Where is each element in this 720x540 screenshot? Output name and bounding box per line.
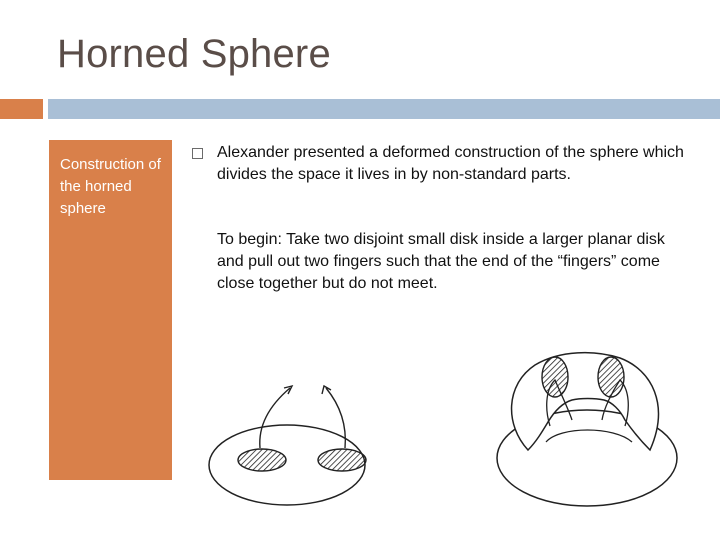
accent-bar-blue (48, 99, 720, 119)
side-panel (49, 140, 172, 480)
small-disk-left (238, 449, 286, 471)
left-diagram (209, 386, 366, 505)
finger-tip-right (598, 357, 624, 397)
horned-sphere-figure (200, 330, 680, 520)
small-disk-right (318, 449, 366, 471)
paragraph-intro: Alexander presented a deformed construction of the sphere which divides the space it lives in by non-standard parts. (217, 144, 684, 183)
right-diagram (497, 353, 677, 506)
paragraph-construction: To begin: Take two disjoint small disk inside a larger planar disk and pull out two fingers such that the end of the “fingers” come close together but do not meet. (217, 231, 665, 292)
accent-bar-orange (0, 99, 43, 119)
finger-tip-left (542, 357, 568, 397)
slide-title: Horned Sphere (57, 32, 331, 76)
side-panel-text: Construction of the horned sphere (60, 156, 161, 217)
hollow-square-bullet-icon (192, 148, 203, 159)
